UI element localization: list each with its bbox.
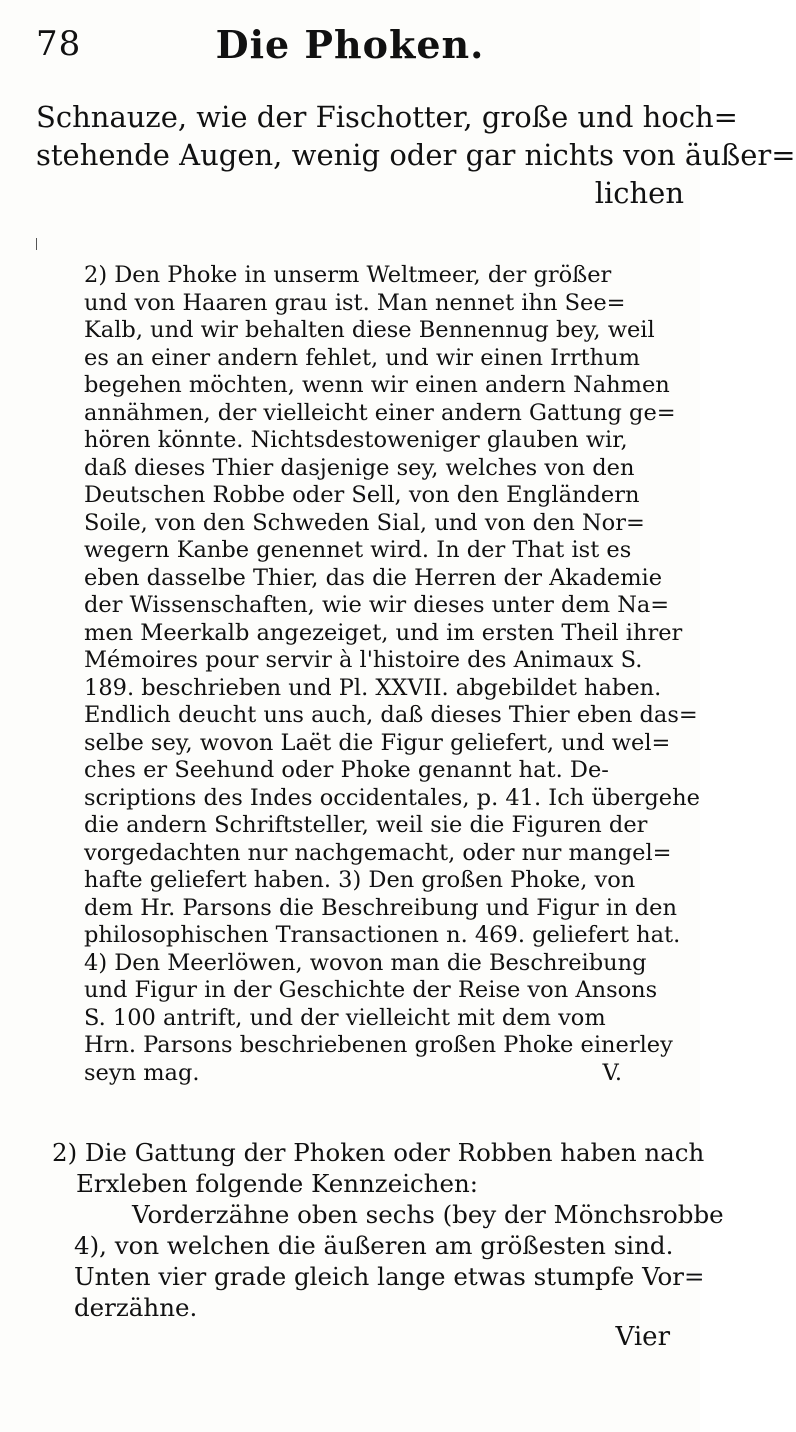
footnote-line: die andern Schriftsteller, weil sie die Figuren der (84, 812, 648, 838)
catchword: Vier (615, 1322, 670, 1352)
note-line: Unten vier grade gleich lange etwas stumpfe Vor= (74, 1262, 705, 1291)
footnote-line: Endlich deucht uns auch, daß dieses Thier eben das= (84, 702, 698, 728)
footnote-line: hören könnte. Nichtsdestoweniger glauben wir, (84, 427, 628, 453)
page-number: 78 (36, 24, 82, 64)
note-line: Erxleben folgende Kennzeichen: (76, 1169, 479, 1198)
main-text-line: stehende Augen, wenig oder gar nichts von äußer= (36, 138, 796, 172)
footnote-line: hafte geliefert haben. 3) Den großen Phoke, von (84, 867, 636, 893)
footnote-line: und von Haaren grau ist. Man nennet ihn See= (84, 289, 626, 316)
footnote-line: vorgedachten nur nachgemacht, oder nur mangel= (84, 839, 672, 866)
main-text-line: lichen (594, 176, 684, 210)
footnote-line: Mémoires pour servir à l'histoire des Animaux S. (84, 647, 643, 673)
main-text-block (36, 98, 796, 212)
footnote-line: Hrn. Parsons beschriebenen großen Phoke einerley (84, 1032, 673, 1058)
footnote-line: 4) Den Meerlöwen, wovon man die Beschreibung (84, 949, 647, 976)
print-speck (36, 238, 37, 250)
note-line: derzähne. (74, 1293, 198, 1322)
footnote-line: eben dasselbe Thier, das die Herren der Akademie (84, 564, 663, 591)
footnote-line: 189. beschrieben und Pl. XXVII. abgebildet haben. (84, 674, 662, 701)
footnote-line: Kalb, und wir behalten diese Bennennug bey, weil (84, 317, 655, 343)
footnote-last-text: seyn mag. (84, 1059, 200, 1086)
footnote-line: S. 100 antrift, und der vielleicht mit dem vom (84, 1004, 606, 1031)
footnote-line: men Meerkalb angezeiget, und im ersten Theil ihrer (84, 619, 683, 646)
footnote-line: es an einer andern fehlet, und wir einen Irrthum (84, 344, 640, 371)
footnote-line: der Wissenschaften, wie wir dieses unter dem Na= (84, 592, 670, 618)
note-line: Vorderzähne oben sechs (bey der Mönchsrobbe (132, 1200, 724, 1229)
footnote-signature: V. (602, 1059, 622, 1086)
footnote-line: scriptions des Indes occidentales, p. 41. Ich übergehe (84, 784, 700, 811)
footnote-line (84, 1060, 684, 1088)
footnote-line: wegern Kanbe genennet wird. In der That ist es (84, 537, 632, 563)
footnote-line: daß dieses Thier dasjenige sey, welches von den (84, 454, 635, 481)
running-title: Die Phoken. (215, 22, 485, 67)
footnote-line: ches er Seehund oder Phoke genannt hat. De- (84, 757, 609, 783)
footnote-line: dem Hr. Parsons die Beschreibung und Figur in den (84, 894, 677, 921)
footnote-line: philosophischen Transactionen n. 469. geliefert hat. (84, 922, 681, 948)
footnote-block (84, 262, 700, 1087)
footnote-line: und Figur in der Geschichte der Reise von Ansons (84, 977, 658, 1003)
footnote-line: selbe sey, wovon Laët die Figur geliefert, und wel= (84, 729, 671, 756)
footnote-line: 2) Den Phoke in unserm Weltmeer, der größer (84, 262, 612, 288)
note-line: 2) Die Gattung der Phoken oder Robben haben nach (52, 1138, 705, 1167)
footnote-line: Soile, von den Schweden Sial, und von den Nor= (84, 509, 645, 536)
note-line: 4), von welchen die äußeren am größesten sind. (74, 1231, 674, 1260)
main-text-line: Schnauze, wie der Fischotter, große und hoch= (36, 100, 738, 134)
footnote-line: annähmen, der vielleicht einer andern Gattung ge= (84, 399, 676, 426)
footnote-line: begehen möchten, wenn wir einen andern Nahmen (84, 372, 670, 398)
note-block (52, 1137, 724, 1323)
footnote-line: Deutschen Robbe oder Sell, von den Engländern (84, 482, 640, 508)
